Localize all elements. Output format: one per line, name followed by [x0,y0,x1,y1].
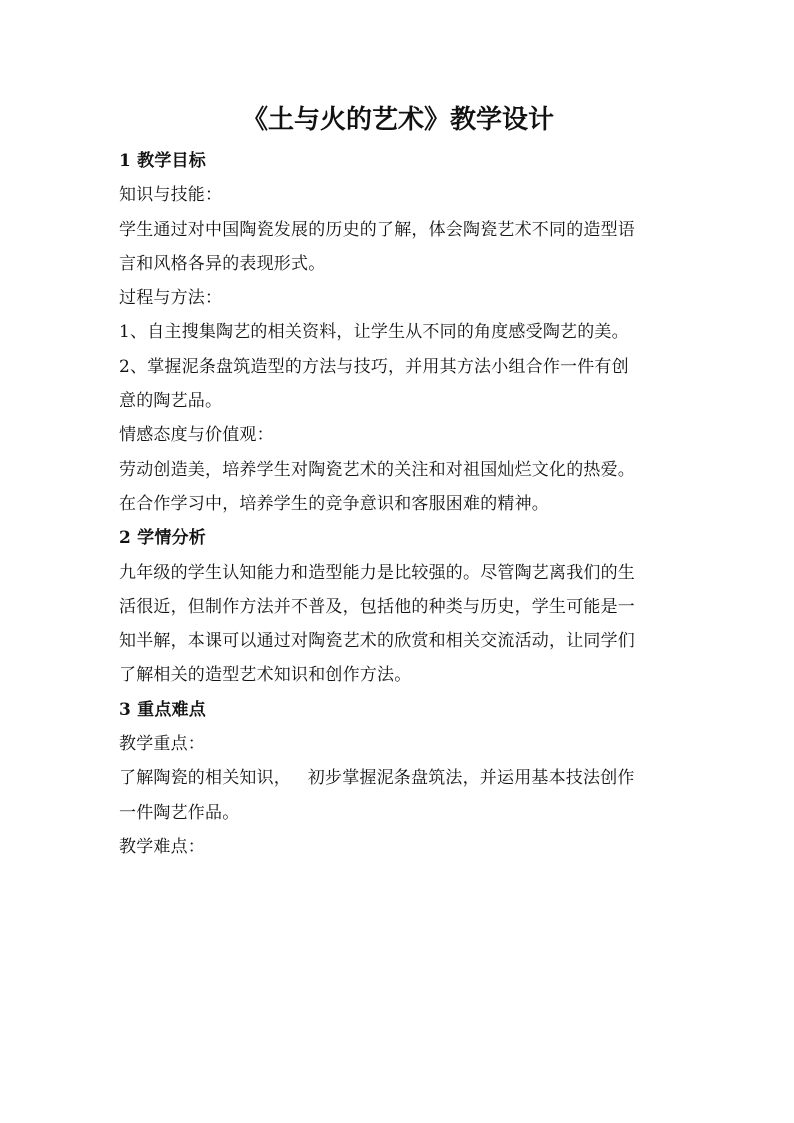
list-item: 2、掌握泥条盘筑造型的方法与技巧，并用其方法小组合作一件有创 [119,356,629,377]
paragraph-line: 了解相关的造型艺术知识和创作方法。 [119,665,412,686]
subheading-teaching-focus: 教学重点： [119,734,205,755]
section-heading-learner-analysis: 2 学情分析 [119,528,206,549]
paragraph-line: 劳动创造美，培养学生对陶瓷艺术的关注和对祖国灿烂文化的热爱。 [119,459,635,480]
document-title: 《土与火的艺术》教学设计 [241,105,554,135]
paragraph-line: 活很近，但制作方法并不普及，包括他的种类与历史，学生可能是一 [119,596,635,617]
paragraph-line: 知半解，本课可以通过对陶瓷艺术的欣赏和相关交流活动，让同学们 [119,631,635,652]
paragraph-line: 言和风格各异的表现形式。 [119,253,326,274]
paragraph-line: 意的陶艺品。 [119,391,223,412]
subheading-attitudes-values: 情感态度与价值观： [119,425,274,446]
section-heading-objectives: 1 教学目标 [119,151,206,171]
subheading-teaching-difficulty: 教学难点： [119,836,205,857]
paragraph-line: 九年级的学生认知能力和造型能力是比较强的。尽管陶艺离我们的生 [119,562,635,583]
paragraph-line: 在合作学习中，培养学生的竞争意识和客服困难的精神。 [119,493,549,514]
list-item: 1、自主搜集陶艺的相关资料，让学生从不同的角度感受陶艺的美。 [119,322,629,343]
subheading-knowledge-skills: 知识与技能： [119,185,223,206]
subheading-process-methods: 过程与方法： [119,288,223,309]
paragraph-line: 了解陶瓷的相关知识， 初步掌握泥条盘筑法，并运用基本技法创作 [119,768,635,789]
document-body [119,98,677,864]
paragraph-line: 一件陶艺作品。 [119,802,240,823]
paragraph-line: 学生通过对中国陶瓷发展的历史的了解，体会陶瓷艺术不同的造型语 [119,219,635,240]
section-heading-key-points: 3 重点难点 [119,699,206,720]
